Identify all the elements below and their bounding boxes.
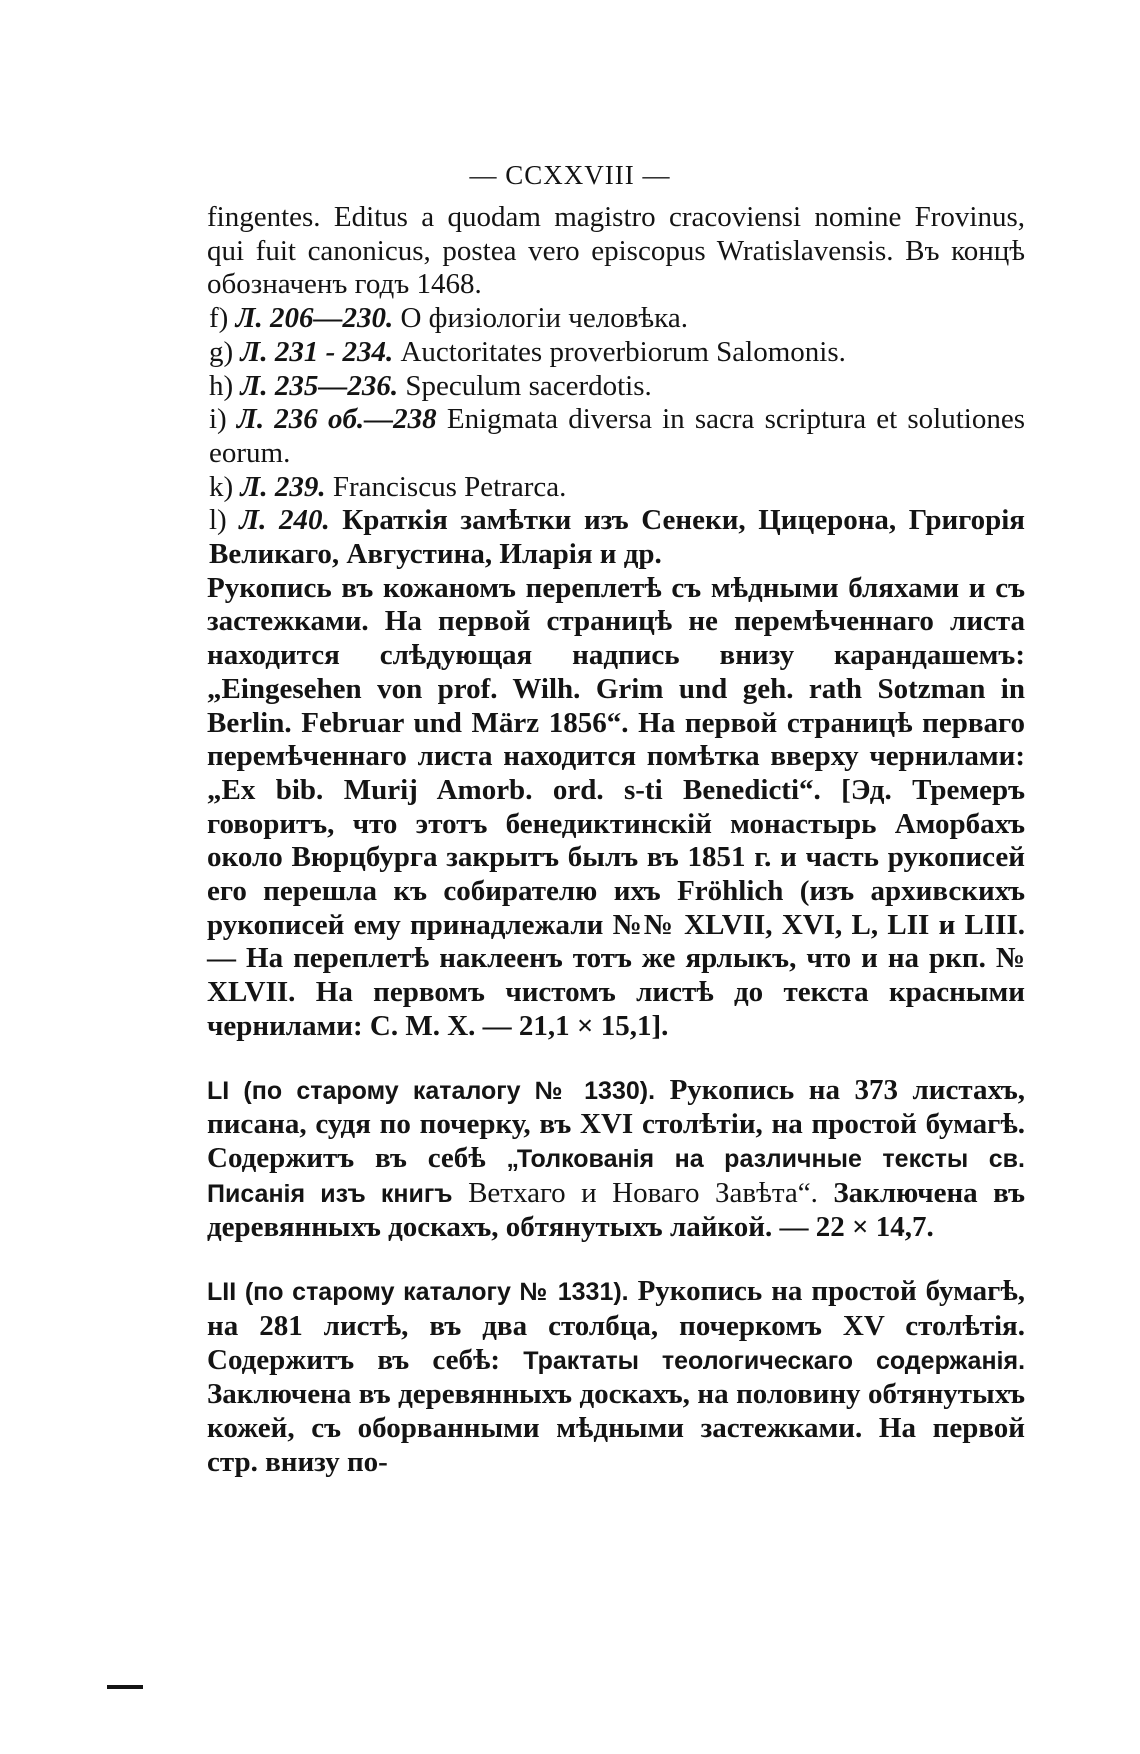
spacer — [207, 1044, 1025, 1074]
entry-lii: LII (по старому каталогу № 1331). Рукопись на простой бумагѣ, на 281 листѣ, въ два столбца, почеркомъ XV столѣтія. Содержитъ въ себѣ: Трактаты теологическаго содержанія. Заключена въ деревянныхъ доскахъ, на половину обтянутыхъ кожей, съ оборванными мѣдными застежками. На первой стр. внизу по- — [207, 1275, 1026, 1478]
leaf-reference: Л. 206—230. — [235, 302, 394, 335]
entry-li: LI (по старому каталогу № 1330). Рукопись на 373 листахъ, писана, судя по почерку, въ XVI столѣтіи, на простой бумагѣ. Содержитъ въ себѣ „Толкованія на различные тексты св. Писанія изъ книгъ Ветхаго и Новаго Завѣта“. Заключена въ деревянныхъ доскахъ, обтянутыхъ лайкой. — 22 × 14,7. — [207, 1073, 1026, 1244]
spacer — [207, 1245, 1025, 1275]
leaf-reference: Л. 235—236. — [240, 369, 399, 402]
entry-heading: LI (по старому каталогу № 1330). — [207, 1076, 656, 1105]
page-number: — CCXXVIII — — [469, 160, 671, 190]
entry-heading: LII (по старому каталогу № 1331). — [207, 1278, 629, 1307]
item-f: f) Л. 206—230. О физіологіи человѣка. — [209, 302, 688, 335]
leaf-reference: Л. 239. — [240, 470, 326, 503]
leaf-reference: Л. 231 - 234. — [240, 335, 394, 368]
leaf-reference: Л. 236 об.—238 — [236, 403, 437, 436]
item-k: k) Л. 239. Franciscus Petrarca. — [209, 470, 567, 503]
item-g: g) Л. 231 - 234. Auctoritates proverbiorum Salomonis. — [209, 335, 846, 368]
description-paragraph: Рукопись въ кожаномъ переплетѣ съ мѣдными бляхами и съ застежками. На первой страницѣ не перемѣченнаго листа находится слѣдующая надпись внизу карандашемъ: „Eingesehen von prof. Wilh. Grim und geh. rath Sotzman in Berlin. Februar und März 1856“. На первой страницѣ перваго перемѣченнаго листа находится помѣтка вверху чернилами: „Ex bib. Murij Amorb. ord. s-ti Benedicti“. [Эд. Тремеръ говоритъ, что этотъ бенедиктинскій монастырь Аморбахъ около Вюрцбурга закрытъ былъ въ 1851 г. и часть рукописей его перешла къ собирателю ихъ Fröhlich (изъ архивскихъ рукописей ему принадлежали №№ XLVII, XVI, L, LII и LIII. — На переплетѣ наклеенъ тотъ же ярлыкъ, что и на ркп. № XLVII. На первомъ чистомъ листѣ до текста красными чернилами: С. М. X. — 21,1 × 15,1]. — [207, 571, 1025, 1042]
continuation-paragraph: fingentes. Editus a quodam magistro cracoviensi nomine Frovinus, qui fuit canonicus, postea vero episcopus Wratislavensis. Въ концѣ обозначенъ годъ 1468. — [207, 201, 1025, 301]
item-i: i) Л. 236 об.—238 Enigmata diversa in sacra scriptura et solutiones eorum. — [209, 403, 1026, 469]
margin-dash-mark — [107, 1685, 143, 1689]
body-text — [207, 201, 1025, 1479]
leaf-reference: Л. 240. — [239, 504, 330, 537]
entry-title: Трактаты теологическаго содержанія. — [523, 1346, 1026, 1375]
entry-title: „Толкованія на различные тексты св. Писанія изъ книгъ — [207, 1144, 1025, 1208]
item-h: h) Л. 235—236. Speculum sacerdotis. — [209, 369, 652, 402]
item-l: l) Л. 240. Краткія замѣтки изъ Сенеки, Цицерона, Григорія Великаго, Августина, Иларія и др. — [209, 504, 1025, 571]
